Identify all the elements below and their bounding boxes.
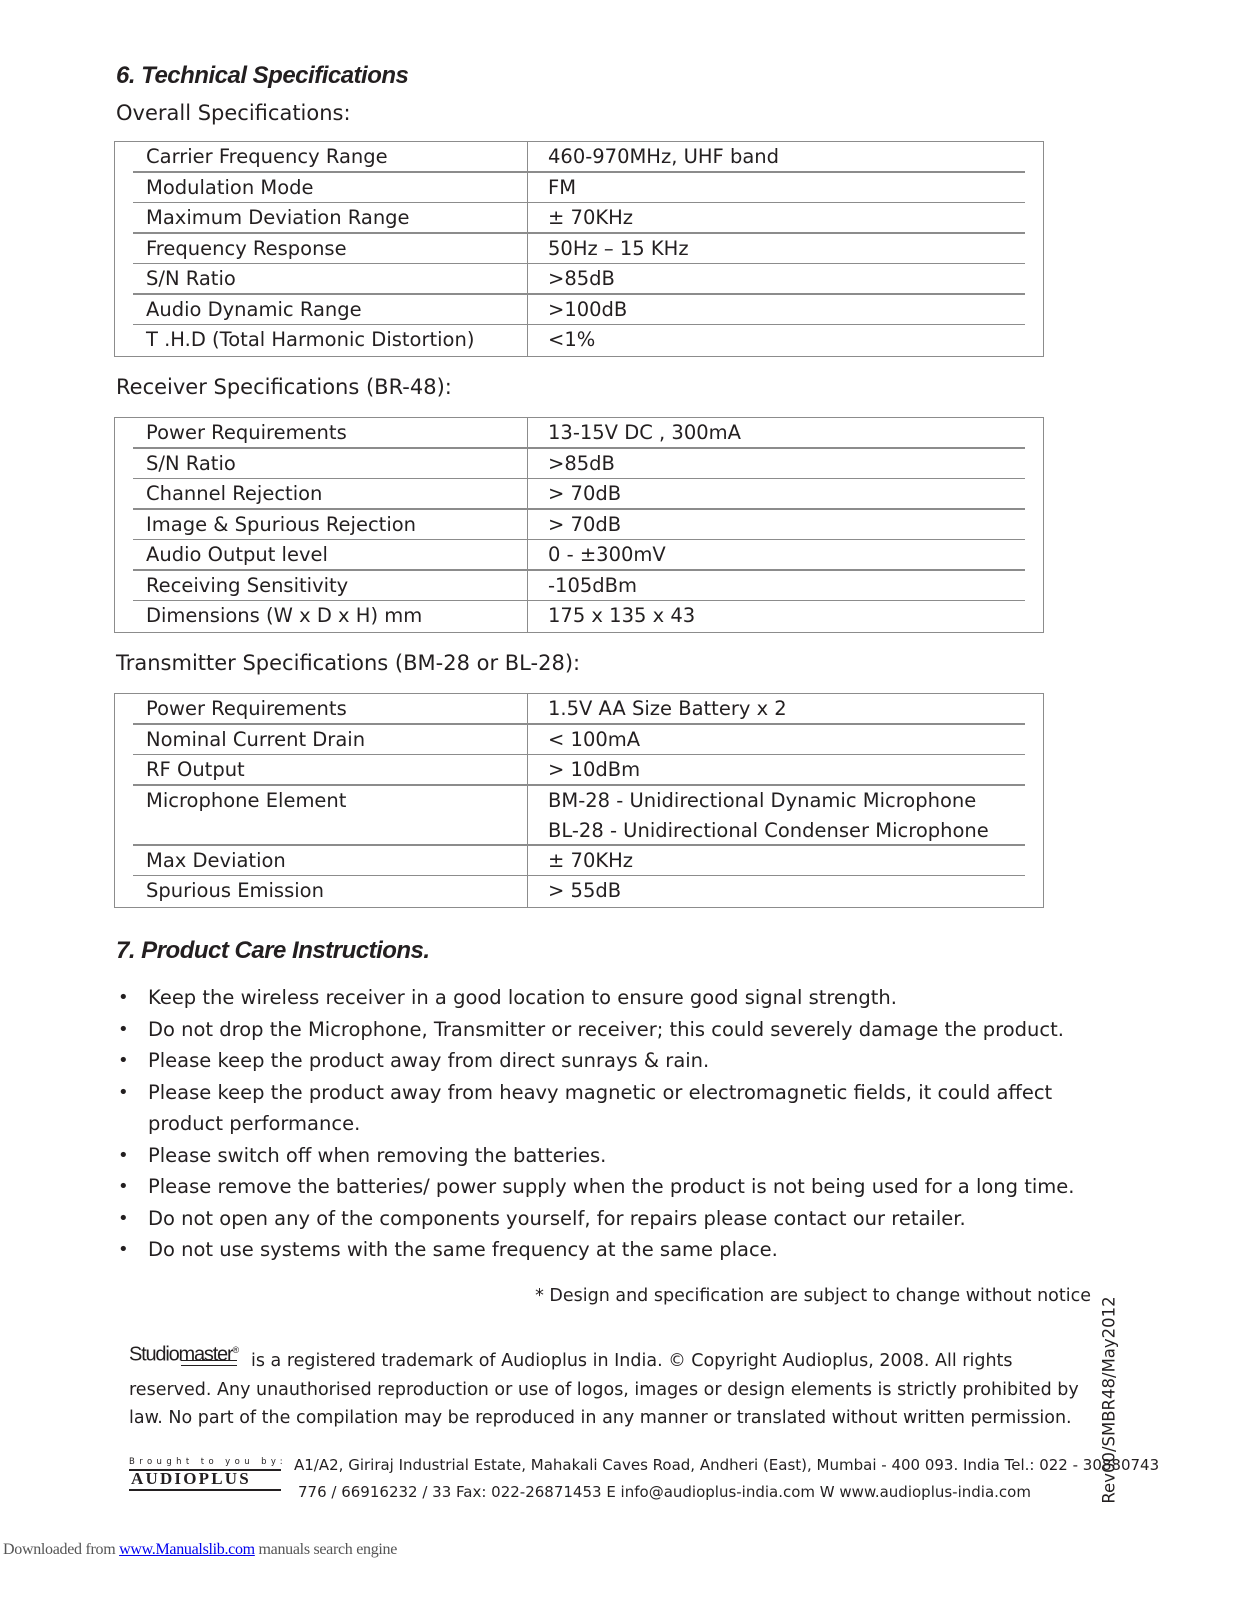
spec-label: Power Requirements <box>115 694 528 725</box>
section-7-title: 7. Product Care Instructions. <box>116 937 430 964</box>
spec-value: 13-15V DC , 300mA <box>528 418 1043 449</box>
spec-row <box>115 173 1043 204</box>
spec-value: >85dB <box>528 449 1043 480</box>
spec-label: RF Output <box>115 755 528 786</box>
address <box>294 1452 1159 1506</box>
trademark-text: is a registered trademark of Audioplus in India. © Copyright Audioplus, 2008. All rights reserved. Any unauthorised reproduction or use of logos, images or design elements is strictly prohibited by law. No part of the compilation may be reproduced in any manner or translated without written permission. <box>129 1351 1079 1428</box>
studiomaster-logo: Studiomaster® <box>129 1343 238 1366</box>
spec-label: Nominal Current Drain <box>115 725 528 756</box>
spec-row <box>115 479 1043 510</box>
care-item: • Please switch off when removing the batteries. <box>116 1140 1106 1172</box>
spec-row <box>115 325 1043 356</box>
manualslib-link[interactable]: www.Manualslib.com <box>119 1541 255 1558</box>
spec-value: ± 70KHz <box>528 203 1043 234</box>
section-6-title: 6. Technical Specifications <box>116 62 409 89</box>
spec-row <box>115 876 1043 907</box>
spec-label: Dimensions (W x D x H) mm <box>115 601 528 632</box>
spec-label: Maximum Deviation Range <box>115 203 528 234</box>
care-item: • Please remove the batteries/ power supply when the product is not being used for a long time. <box>116 1171 1106 1203</box>
spec-value: 0 - ±300mV <box>528 540 1043 571</box>
spec-value: <1% <box>548 328 596 352</box>
spec-value: > 70dB <box>528 510 1043 541</box>
spec-row <box>115 142 1043 173</box>
audioplus-logo <box>129 1457 287 1491</box>
spec-label: S/N Ratio <box>115 449 528 480</box>
care-instructions-list <box>116 982 1106 1266</box>
receiver-specs-heading: Receiver Specifications (BR-48): <box>116 375 452 399</box>
care-item: • Keep the wireless receiver in a good location to ensure good signal strength. <box>116 982 1106 1014</box>
spec-row <box>115 601 1043 632</box>
transmitter-specs-heading: Transmitter Specifications (BM-28 or BL-28): <box>116 651 581 675</box>
spec-label: Power Requirements <box>115 418 528 449</box>
address-line-1: A1/A2, Giriraj Industrial Estate, Mahakali Caves Road, Andheri (East), Mumbai - 400 093. India Tel.: 022 - 30880743 <box>294 1456 1160 1474</box>
spec-row <box>115 234 1043 265</box>
address-line-2: 776 / 66916232 / 33 Fax: 022-26871453 E info@audioplus-india.com W www.audioplus-india.com <box>298 1483 1031 1501</box>
spec-value: > 55dB <box>548 879 622 903</box>
spec-label: Audio Dynamic Range <box>115 295 528 326</box>
spec-value: > 70dB <box>528 479 1043 510</box>
spec-row <box>115 571 1043 602</box>
spec-value: >85dB <box>528 264 1043 295</box>
spec-value: 175 x 135 x 43 <box>548 604 696 628</box>
spec-label: Modulation Mode <box>115 173 528 204</box>
spec-label: Spurious Emission <box>115 876 528 907</box>
care-item: • Please keep the product away from direct sunrays & rain. <box>116 1045 1106 1077</box>
spec-row <box>115 846 1043 877</box>
spec-value: -105dBm <box>528 571 1043 602</box>
overall-specs-heading: Overall Specifications: <box>116 101 351 125</box>
spec-row <box>115 295 1043 326</box>
spec-value: 460-970MHz, UHF band <box>528 142 1043 173</box>
spec-label: T .H.D (Total Harmonic Distortion) <box>115 325 528 356</box>
change-notice: * Design and specification are subject to change without notice <box>535 1286 1091 1306</box>
spec-label: Receiving Sensitivity <box>115 571 528 602</box>
trademark-notice <box>129 1340 1094 1433</box>
spec-value: BM-28 - Unidirectional Dynamic Microphone BL-28 - Unidirectional Condenser Microphone <box>528 786 1043 846</box>
spec-value: >100dB <box>528 295 1043 326</box>
spec-label: Frequency Response <box>115 234 528 265</box>
spec-value: 50Hz – 15 KHz <box>528 234 1043 265</box>
spec-row <box>115 786 1043 846</box>
spec-row <box>115 694 1043 725</box>
spec-value: > 10dBm <box>528 755 1043 786</box>
spec-row <box>115 264 1043 295</box>
spec-label: Max Deviation <box>115 846 528 877</box>
spec-label: Microphone Element <box>115 786 528 846</box>
spec-row <box>115 755 1043 786</box>
footer-contact <box>129 1452 1160 1512</box>
care-item: • Please keep the product away from heavy magnetic or electromagnetic fields, it could affect product performance. <box>116 1077 1106 1140</box>
spec-value: FM <box>528 173 1043 204</box>
spec-label: Image & Spurious Rejection <box>115 510 528 541</box>
spec-row <box>115 540 1043 571</box>
spec-label: Channel Rejection <box>115 479 528 510</box>
audioplus-brand: AUDIOPLUS <box>131 1469 251 1488</box>
receiver-specs-table <box>114 417 1044 633</box>
care-item: • Do not drop the Microphone, Transmitter or receiver; this could severely damage the product. <box>116 1014 1106 1046</box>
care-item: • Do not open any of the components yourself, for repairs please contact our retailer. <box>116 1203 1106 1235</box>
transmitter-specs-table <box>114 693 1044 908</box>
spec-row <box>115 203 1043 234</box>
spec-value: < 100mA <box>528 725 1043 756</box>
spec-row <box>115 725 1043 756</box>
care-item: • Do not use systems with the same frequency at the same place. <box>116 1234 1106 1266</box>
spec-row <box>115 418 1043 449</box>
brought-to-you-by: Brought to you by: <box>129 1457 287 1467</box>
spec-value: 1.5V AA Size Battery x 2 <box>528 694 1043 725</box>
spec-label: S/N Ratio <box>115 264 528 295</box>
spec-row <box>115 510 1043 541</box>
revision-code: Rev00/SMBR48/May2012 <box>1099 1296 1119 1504</box>
overall-specs-table <box>114 141 1044 357</box>
spec-label: Audio Output level <box>115 540 528 571</box>
spec-label: Carrier Frequency Range <box>115 142 528 173</box>
spec-row <box>115 449 1043 480</box>
download-banner: Downloaded from www.Manualslib.com manuals search engine <box>3 1541 398 1558</box>
spec-value: ± 70KHz <box>528 846 1043 877</box>
